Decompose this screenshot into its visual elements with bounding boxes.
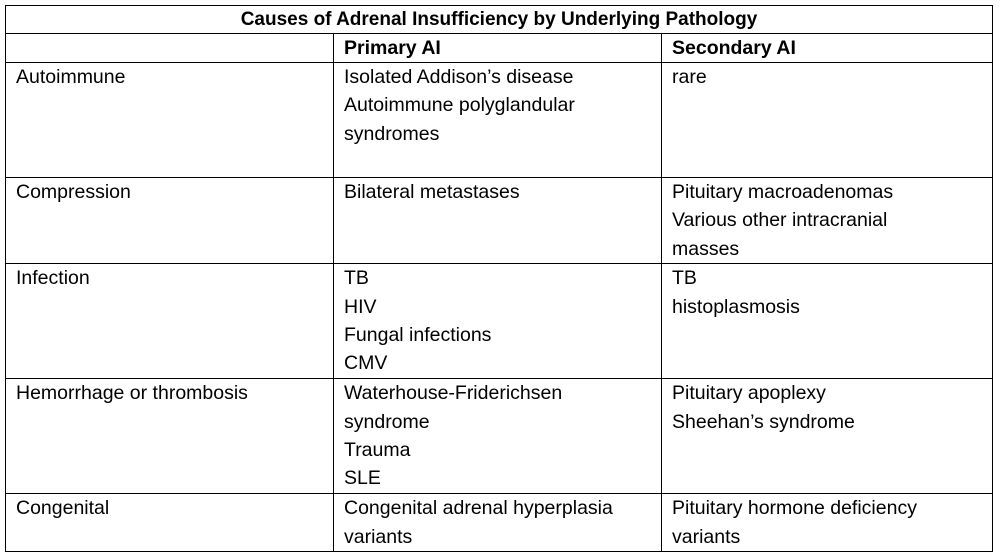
- title-row: [6, 6, 993, 34]
- primary-line: syndrome: [344, 410, 430, 433]
- primary-line: CMV: [344, 352, 388, 375]
- category-cell: [6, 379, 334, 494]
- secondary-line: Pituitary apoplexy: [672, 382, 826, 405]
- primary-line: Waterhouse-Friderichsen: [344, 382, 563, 405]
- primary-cell: [334, 264, 662, 379]
- primary-cell: [334, 178, 662, 264]
- table-row: [6, 264, 993, 379]
- primary-line: variants: [344, 525, 413, 548]
- primary-line: Fungal infections: [344, 324, 492, 347]
- primary-cell: [334, 63, 662, 178]
- category-label: Compression: [16, 181, 131, 203]
- table-row: [6, 379, 993, 494]
- category-label: Infection: [16, 267, 90, 290]
- secondary-line: variants: [672, 525, 741, 548]
- secondary-line: Sheehan’s syndrome: [672, 410, 855, 433]
- secondary-cell: [662, 63, 993, 178]
- primary-line: HIV: [344, 295, 377, 318]
- primary-line: TB: [344, 267, 369, 290]
- secondary-line: histoplasmosis: [672, 295, 800, 318]
- table-row: [6, 178, 993, 264]
- primary-line: Isolated Addison’s disease: [344, 66, 574, 88]
- category-cell: [6, 494, 334, 552]
- category-label: Congenital: [16, 497, 110, 520]
- secondary-line: Various other intracranial: [672, 209, 888, 232]
- primary-line: syndromes: [344, 122, 440, 145]
- secondary-cell: [662, 264, 993, 379]
- secondary-cell: [662, 379, 993, 494]
- primary-line: Bilateral metastases: [344, 181, 520, 203]
- header-empty: [6, 34, 334, 63]
- category-label: Hemorrhage or thrombosis: [16, 382, 248, 405]
- secondary-line: Pituitary macroadenomas: [672, 181, 894, 203]
- primary-cell: [334, 494, 662, 552]
- category-cell: [6, 178, 334, 264]
- table-row: [6, 494, 993, 552]
- primary-line: Autoimmune polyglandular: [344, 94, 575, 117]
- secondary-line: TB: [672, 267, 697, 290]
- category-label: Autoimmune: [16, 66, 126, 88]
- secondary-line: rare: [672, 66, 707, 88]
- primary-line: Trauma: [344, 439, 411, 462]
- primary-line: Congenital adrenal hyperplasia: [344, 497, 613, 520]
- category-cell: [6, 264, 334, 379]
- table-row: [6, 63, 993, 178]
- table-title: Causes of Adrenal Insufficiency by Underlying Pathology: [6, 6, 993, 34]
- header-row: [6, 34, 993, 63]
- primary-line: SLE: [344, 467, 381, 490]
- header-primary-ai: Primary AI: [334, 34, 662, 63]
- secondary-cell: [662, 178, 993, 264]
- header-secondary-ai: Secondary AI: [662, 34, 993, 63]
- secondary-cell: [662, 494, 993, 552]
- secondary-line: masses: [672, 237, 740, 260]
- secondary-line: Pituitary hormone deficiency: [672, 497, 917, 520]
- primary-cell: [334, 379, 662, 494]
- adrenal-insufficiency-table: [5, 5, 993, 552]
- category-cell: [6, 63, 334, 178]
